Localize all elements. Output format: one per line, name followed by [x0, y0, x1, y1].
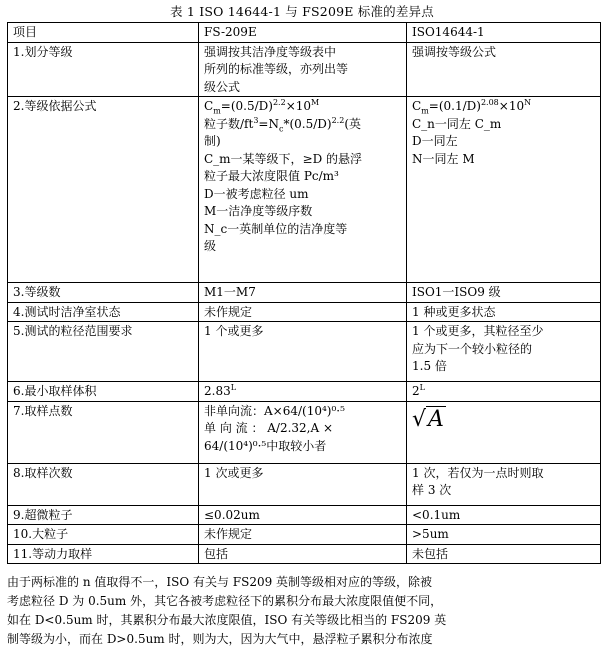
table-title: 表 1 ISO 14644-1 与 FS209E 标准的差异点 — [170, 4, 434, 19]
row-iso: ISO1一ISO9 级 — [407, 283, 601, 303]
paragraph-line: 由于两标准的 n 值取得不一，ISO 有关与 FS209 英制等级相对应的等级，除被 — [7, 575, 433, 589]
paragraph-line: 制等级为小，而在 D>0.5um 时，则为大，因为大气中，悬浮粒子累积分布浓度 — [7, 632, 433, 646]
row-item: 9.超微粒子 — [8, 505, 199, 525]
iso-line: C_n一同左 C_m — [412, 116, 502, 131]
fs-line: N_c一英制单位的洁净度等 — [204, 221, 348, 236]
iso-line: 强调按等级公式 — [412, 44, 497, 59]
row-iso: <0.1um — [407, 505, 601, 525]
table-row — [8, 283, 601, 303]
row-item: 6.最小取样体积 — [8, 382, 199, 402]
paragraph-line: 如在 D<0.5um 时，其累积分布最大浓度限值，ISO 有关等级比相当的 FS209 英 — [7, 613, 447, 627]
row-item: 7.取样点数 — [8, 401, 199, 463]
header-iso14644: ISO14644-1 — [407, 23, 601, 43]
row-fs — [199, 97, 407, 283]
row-item: 3.等级数 — [8, 283, 199, 303]
table-row — [8, 382, 601, 402]
row-iso — [407, 97, 601, 283]
iso-line: 应为下一个较小粒径的 — [412, 341, 533, 356]
iso-formula: $C_m=(0.1/D)^{2.08}\times 10^N$ — [412, 98, 532, 116]
row-iso: 1 种或更多状态 — [407, 302, 601, 322]
row-fs: $2.83^L$ — [199, 382, 407, 402]
row-iso — [407, 42, 601, 97]
fs-line: 非单向流：A×64/(10⁴)⁰·⁵ — [204, 403, 345, 418]
fs-formula: $C_m=(0.5/D)^{2.2}\times 10^M$ — [204, 98, 320, 116]
iso-line: 1.5 倍 — [412, 359, 447, 373]
table-row — [8, 544, 601, 564]
row-item: 8.取样次数 — [8, 463, 199, 505]
fs-line: C_m一某等级下，≥D 的悬浮 — [204, 151, 363, 166]
fs-line: 所列的标准等级，亦列出等 — [204, 62, 349, 76]
row-item: 1.划分等级 — [8, 42, 199, 97]
body-paragraph — [7, 573, 593, 649]
fs-line: 粒子最大浓度限值 Pc/m³ — [204, 169, 339, 183]
row-iso: 未包括 — [407, 544, 601, 564]
row-iso — [407, 322, 601, 382]
fs-line: M一洁净度等级序数 — [204, 204, 313, 218]
table-row — [8, 463, 601, 505]
fs-line: D一被考虑粒径 um — [204, 186, 309, 201]
table-row — [8, 401, 601, 463]
iso-line: N一同左 M — [412, 151, 475, 166]
fs-particle-formula: 粒子数$/ft^3=N_c*(0.5/D)^{2.2}$(英 — [204, 115, 361, 133]
row-fs: 1 个或更多 — [199, 322, 407, 382]
row-fs — [199, 401, 407, 463]
row-item: 2.等级依据公式 — [8, 97, 199, 283]
row-iso — [407, 401, 601, 463]
row-fs: ≤0.02um — [199, 505, 407, 525]
paragraph-line: 考虑粒径 D 为 0.5um 外，其它各被考虑粒径下的累积分布最大浓度限值便不同， — [7, 594, 443, 608]
iso-line: 1 次，若仅为一点时则取 — [412, 465, 544, 480]
row-fs: 包括 — [199, 544, 407, 564]
row-item: 4.测试时洁净室状态 — [8, 302, 199, 322]
comparison-table — [7, 22, 601, 564]
table-row — [8, 302, 601, 322]
fs-line: 强调按其洁净度等级表中 — [204, 44, 337, 59]
iso-line: 样 3 次 — [412, 483, 452, 497]
row-iso — [407, 463, 601, 505]
table-header-row — [8, 23, 601, 43]
row-item: 10.大粒子 — [8, 525, 199, 545]
iso-line: D一同左 — [412, 134, 458, 148]
fs-line: 级 — [204, 239, 217, 253]
header-fs209e: FS-209E — [199, 23, 407, 43]
table-row — [8, 322, 601, 382]
fs-line: 级公式 — [204, 79, 241, 94]
row-iso: >5um — [407, 525, 601, 545]
row-fs — [199, 42, 407, 97]
header-item: 项目 — [8, 23, 199, 43]
table-row — [8, 42, 601, 97]
row-item: 11.等动力取样 — [8, 544, 199, 564]
row-fs: M1一M7 — [199, 283, 407, 303]
fs-line: 单 向 流 ： A/2.32,A × — [204, 421, 334, 435]
row-fs: 未作规定 — [199, 302, 407, 322]
table-row — [8, 505, 601, 525]
fs-line: 64/(10⁴)⁰·⁵中取较小者 — [204, 438, 327, 453]
table-row — [8, 97, 601, 283]
fs-line: 制) — [204, 134, 221, 148]
row-fs: 1 次或更多 — [199, 463, 407, 505]
sqrt-formula: √A — [412, 406, 444, 432]
table-row — [8, 525, 601, 545]
row-fs: 未作规定 — [199, 525, 407, 545]
row-item: 5.测试的粒径范围要求 — [8, 322, 199, 382]
iso-line: 1 个或更多，其粒径至少 — [412, 324, 544, 338]
row-iso: $2^L$ — [407, 382, 601, 402]
